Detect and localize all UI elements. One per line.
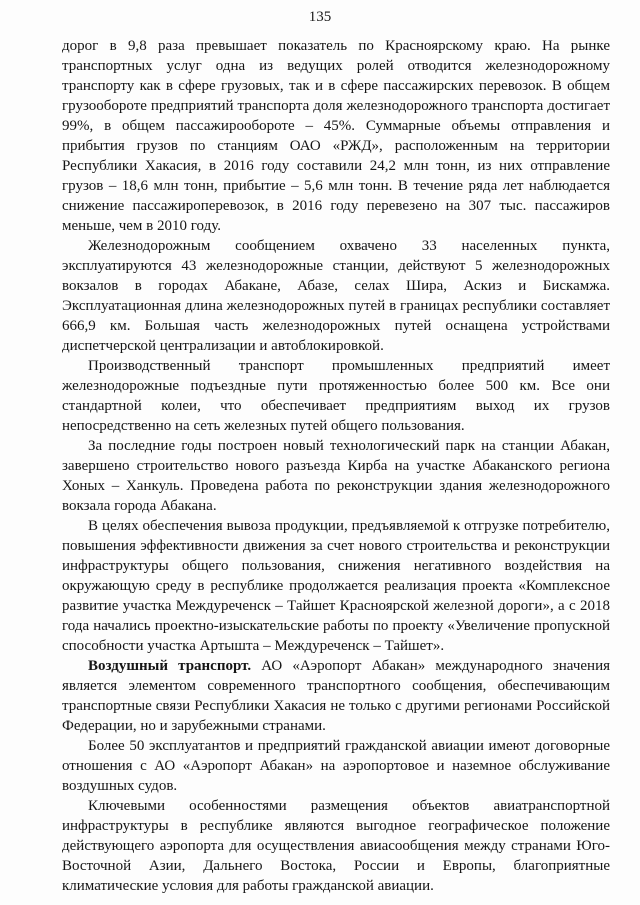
page-number: 135 (308, 9, 332, 25)
paragraph-aviation-features: Ключевыми особенностями размещения объектов авиатранспортной инфраструктуры в республике являются выгодное географическое положение действующего аэропорта для осуществления авиасообщения между странами Юго-Восточной Азии, Дальнего Востока, России и Европы, благоприятные климатические условия для работы гражданской авиации. (62, 798, 610, 894)
section-heading-air-transport: Воздушный транспорт. (88, 658, 252, 674)
paragraph-aviation-operators: Более 50 эксплуатантов и предприятий гражданской авиации имеют договорные отношения с АО «Аэропорт Абакан» на аэропортовое и наземное обслуживание воздушных судов. (62, 738, 610, 794)
paragraph-air-transport-text: АО «Аэропорт Абакан» международного значения является элементом современного транспортного сообщения, обеспечивающим транспортные связи Республики Хакасия не только с другими регионами Российской Федерации, но и зарубежными странами. (62, 658, 610, 734)
paragraph-railway-overview: дорог в 9,8 раза превышает показатель по Красноярскому краю. На рынке транспортных услуг одна из ведущих ролей отводится железнодорожному транспорту как в сфере грузовых, так и в сфере пассажирских перевозок. В общем грузообороте предприятий транспорта доля железнодорожного транспорта достигает 99%, в общем пассажирообороте – 45%. Суммарные объемы отправления и прибытия грузов по станциям ОАО «РЖД», расположенным на территории Республики Хакасия, в 2016 году составили 24,2 млн тонн, из них отправление грузов – 18,6 млн тонн, прибытие – 5,6 млн тонн. В течение ряда лет наблюдается снижение пассажироперевозок, в 2016 году перевезено на 307 тыс. пассажиров меньше, чем в 2010 году. (62, 38, 610, 234)
paragraph-infrastructure-project: В целях обеспечения вывоза продукции, предъявляемой к отгрузке потребителю, повышения эффективности движения за счет нового строительства и реконструкции инфраструктуры общего пользования, снижения негативного воздействия на окружающую среду в республике продолжается реализация проекта «Комплексное развитие участка Междуреченск – Тайшет Красноярской железной дороги», а с 2018 года начались проектно-изыскательские работы по проекту «Увеличение пропускной способности участка Артышта – Междуреченск – Тайшет». (62, 518, 610, 654)
paragraph-railway-stations: Железнодорожным сообщением охвачено 33 населенных пункта, эксплуатируются 43 железнодорожные станции, действуют 5 железнодорожных вокзалов в городах Абакане, Абазе, селах Шира, Аскиз и Бискамжа. Эксплуатационная длина железнодорожных путей в границах республики составляет 666,9 км. Большая часть железнодорожных путей оснащена устройствами диспетчерской централизации и автоблокировкой. (62, 238, 610, 354)
paragraph-abakan-construction: За последние годы построен новый технологический парк на станции Абакан, завершено строительство нового разъезда Кирба на участке Абаканского региона Хоных – Ханкуль. Проведена работа по реконструкции здания железнодорожного вокзала города Абакана. (62, 438, 610, 514)
document-body (62, 36, 610, 896)
paragraph-air-transport (62, 656, 610, 736)
paragraph-industrial-transport: Производственный транспорт промышленных предприятий имеет железнодорожные подъездные пути протяженностью более 500 км. Все они стандартной колеи, что обеспечивает предприятиям выход их грузов непосредственно на сеть железных путей общего пользования. (62, 358, 610, 434)
